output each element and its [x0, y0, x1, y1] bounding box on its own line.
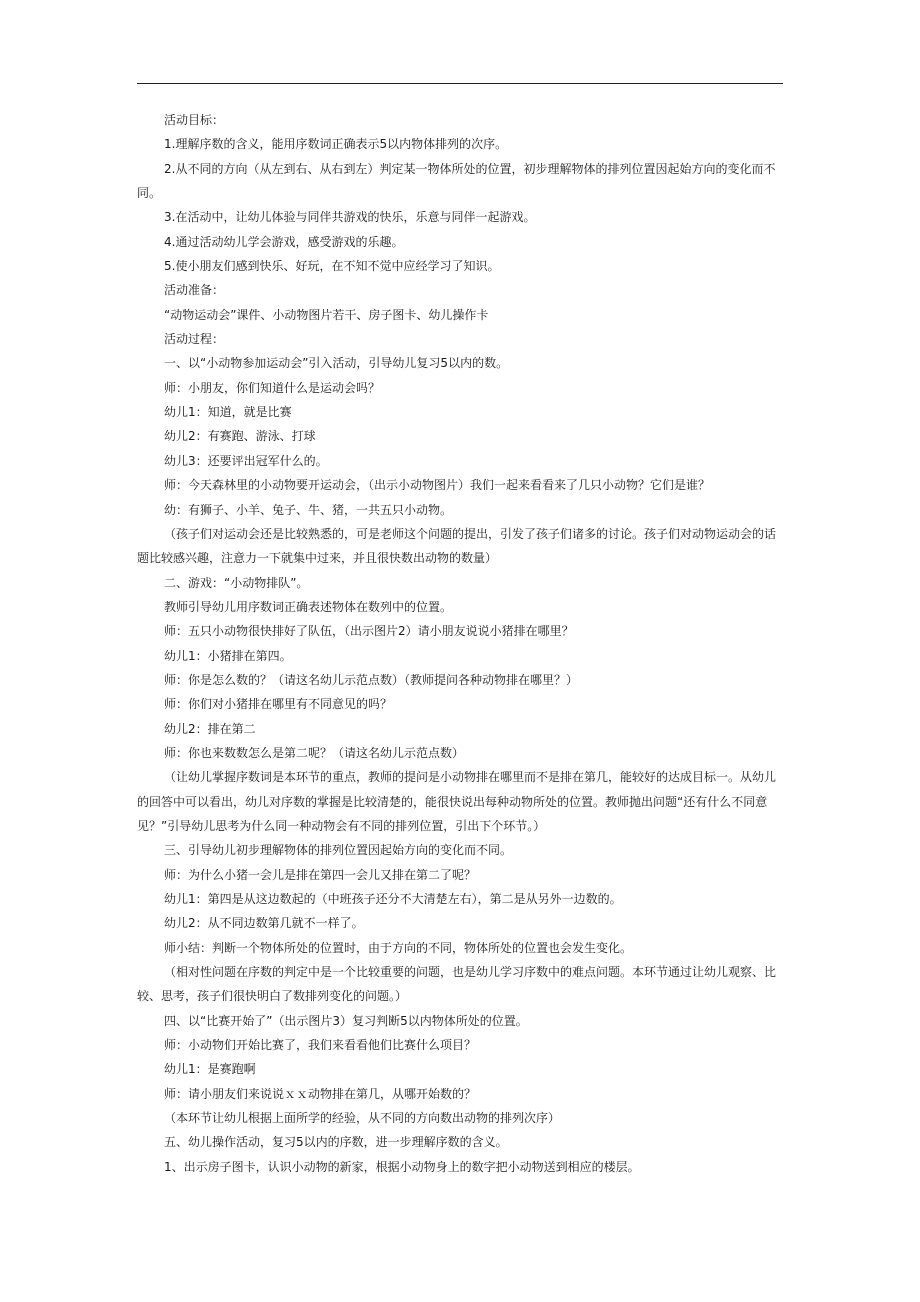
- dialogue-line: 幼儿3：还要评出冠军什么的。: [164, 453, 328, 468]
- step-2-description: 教师引导幼儿用序数词正确表述物体在数列中的位置。: [164, 599, 453, 614]
- step-2-heading: 二、游戏：“小动物排队”。: [164, 575, 309, 590]
- goal-item-1: 1.理解序数的含义，能用序数词正确表示5以内物体排列的次序。: [164, 137, 508, 152]
- dialogue-line: 师：小动物们开始比赛了，我们来看看他们比赛什么项目？: [164, 1038, 477, 1053]
- dialogue-line: 幼儿1：知道，就是比赛: [164, 405, 292, 420]
- goal-item-4: 4.通过活动幼儿学会游戏，感受游戏的乐趣。: [164, 234, 404, 249]
- step-4-heading: 四、以“比赛开始了”（出示图片3）复习判断5以内物体所处的位置。: [164, 1013, 528, 1028]
- step-3-heading: 三、引导幼儿初步理解物体的排列位置因起始方向的变化而不同。: [164, 843, 513, 858]
- reflection-note: （相对性问题在序数的判定中是一个比较重要的问题，也是幼儿学习序数中的难点问题。本环节通过让幼儿观察、比较、思考，孩子们很快明白了数排列变化的问题。）: [137, 965, 777, 1004]
- step-1-heading: 一、以“小动物参加运动会”引入活动，引导幼儿复习5以内的数。: [164, 356, 509, 371]
- reflection-note: （让幼儿掌握序数词是本环节的重点，教师的提问是小动物排在哪里而不是排在第几，能较好的达成目标一。从幼儿的回答中可以看出，幼儿对序数的掌握是比较清楚的，能很快说出每种动物所处的位置。教师抛出问题“还有什么不同意见？”引导幼儿思考为什么同一种动物会有不同的排列位置，引出下个环节。）: [137, 770, 777, 833]
- preparation-text: “动物运动会”课件、小动物图片若干、房子图卡、幼儿操作卡: [164, 307, 489, 322]
- dialogue-line: 师：五只小动物很快排好了队伍，（出示图片2）请小朋友说说小猪排在哪里？: [164, 624, 574, 639]
- dialogue-line: 师：请小朋友们来说说ｘｘ动物排在第几，从哪开始数的？: [164, 1086, 477, 1101]
- dialogue-line: 幼儿1：第四是从这边数起的（中班孩子还分不大清楚左右），第二是从另外一边数的。: [164, 892, 622, 906]
- dialogue-line: 师：小朋友，你们知道什么是运动会吗？: [164, 380, 381, 395]
- dialogue-line: 幼儿2：排在第二: [164, 721, 256, 736]
- section-heading-preparation: 活动准备：: [164, 283, 225, 298]
- reflection-note: （本环节让幼儿根据上面所学的经验，从不同的方向数出动物的排列次序）: [164, 1111, 561, 1126]
- dialogue-line: 幼儿1：是赛跑啊: [164, 1062, 256, 1077]
- dialogue-line: 幼儿2：有赛跑、游泳、打球: [164, 429, 316, 444]
- goal-item-5: 5.使小朋友们感到快乐、好玩，在不知不觉中应经学习了知识。: [164, 259, 500, 274]
- document-body: [137, 108, 783, 1179]
- dialogue-line: 幼儿1：小猪排在第四。: [164, 648, 292, 663]
- teacher-summary: 师小结：判断一个物体所处的位置时，由于方向的不同，物体所处的位置也会发生变化。: [164, 940, 633, 955]
- header-rule: [137, 83, 783, 84]
- dialogue-line: 师：你也来数数怎么是第二呢？（请这名幼儿示范点数）: [164, 745, 465, 760]
- dialogue-line: 师：你是怎么数的？（请这名幼儿示范点数）（教师提问各种动物排在哪里？）: [164, 672, 579, 687]
- dialogue-line: 幼：有狮子、小羊、兔子、牛、猪，一共五只小动物。: [164, 502, 453, 517]
- step-5-heading: 五、幼儿操作活动，复习5以内的序数，进一步理解序数的含义。: [164, 1135, 508, 1150]
- activity-item-1: 1、出示房子图卡，认识小动物的新家，根据小动物身上的数字把小动物送到相应的楼层。: [164, 1159, 640, 1174]
- goal-item-3: 3.在活动中，让幼儿体验与同伴共游戏的快乐，乐意与同伴一起游戏。: [164, 210, 536, 225]
- dialogue-line: 幼儿2：从不同边数第几就不一样了。: [164, 916, 364, 931]
- dialogue-line: 师：为什么小猪一会儿是排在第四一会儿又排在第二了呢？: [164, 867, 477, 882]
- section-heading-process: 活动过程：: [164, 332, 225, 347]
- dialogue-line: 师：你们对小猪排在哪里有不同意见的吗？: [164, 697, 393, 712]
- section-heading-goals: 活动目标：: [164, 113, 225, 127]
- goal-item-2: 2.从不同的方向（从左到右、从右到左）判定某一物体所处的位置，初步理解物体的排列位置因起始方向的变化而不同。: [137, 161, 776, 201]
- reflection-note: （孩子们对运动会还是比较熟悉的，可是老师这个问题的提出，引发了孩子们诸多的讨论。孩子们对动物运动会的话题比较感兴趣，注意力一下就集中过来，并且很快数出动物的数量）: [137, 526, 777, 566]
- dialogue-line: 师：今天森林里的小动物要开运动会，（出示小动物图片）我们一起来看看来了几只小动物？它们是谁？: [164, 478, 711, 493]
